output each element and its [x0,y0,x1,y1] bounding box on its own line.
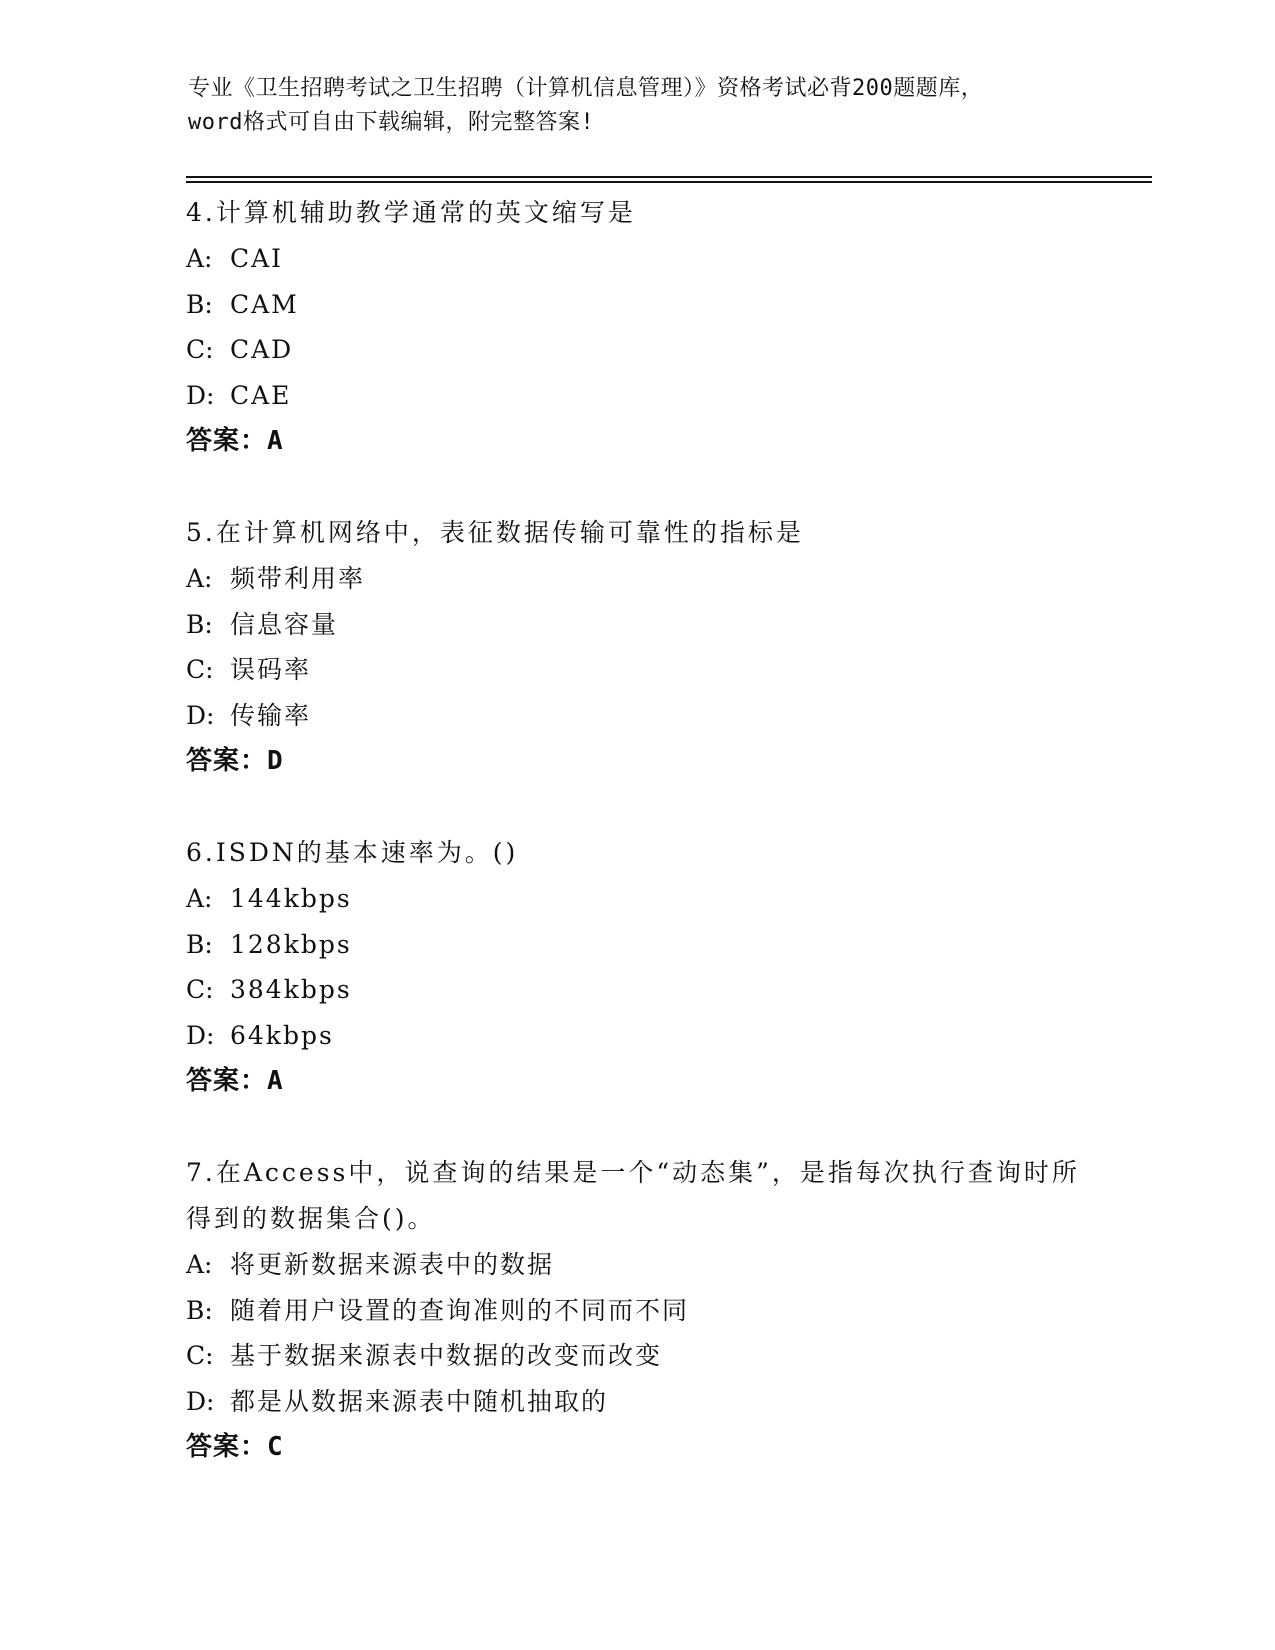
question-block [186,1150,1086,1470]
option-text: CAI [230,244,284,273]
option-text: 传输率 [230,700,312,730]
option-b [186,922,1086,968]
option-a [186,556,1086,602]
option-letter: A: [186,1250,213,1279]
option-text: 基于数据来源表中数据的改变而改变 [230,1341,663,1370]
answer-line: 答案：A [186,426,284,456]
option-c [186,647,1086,693]
option-text: 144kbps [230,884,352,913]
option-c [186,327,1086,373]
option-d [186,693,1086,739]
option-letter: B: [186,929,213,959]
question-block [186,190,1086,464]
question-list [186,190,1086,1516]
question-block [186,830,1086,1104]
option-a [186,236,1086,282]
option-text: 频带利用率 [230,564,366,593]
question-stem: 4.计算机辅助教学通常的英文缩写是 [186,198,636,227]
option-letter: D: [186,700,215,730]
option-text: 384kbps [230,975,352,1004]
question-block [186,510,1086,784]
option-text: 64kbps [230,1020,334,1050]
option-letter: D: [186,1386,215,1416]
question-stem: 6.ISDN的基本速率为。() [186,838,519,867]
option-text: 都是从数据来源表中随机抽取的 [230,1386,609,1416]
option-text: CAE [230,380,292,410]
option-letter: B: [186,289,213,319]
option-letter: C: [186,975,214,1004]
option-text: 误码率 [230,655,312,684]
option-c [186,1333,1086,1379]
option-a [186,876,1086,922]
answer-line: 答案：D [186,746,284,776]
document-header [188,72,1088,140]
option-text: 随着用户设置的查询准则的不同而不同 [230,1295,690,1325]
option-letter: A: [186,564,213,593]
question-stem: 7.在Access中，说查询的结果是一个“动态集”，是指每次执行查询时所得到的数据集合()。 [186,1158,1080,1233]
option-text: CAM [230,289,299,319]
option-letter: D: [186,380,215,410]
option-letter: A: [186,884,213,913]
answer-line: 答案：A [186,1066,284,1096]
option-d [186,373,1086,419]
answer-line: 答案：C [186,1432,284,1462]
header-line-1: 专业《卫生招聘考试之卫生招聘（计算机信息管理）》资格考试必背200题题库， [188,76,984,101]
option-text: CAD [230,335,294,364]
option-letter: C: [186,655,214,684]
option-letter: D: [186,1020,215,1050]
header-line-2: word格式可自由下载编辑，附完整答案! [188,110,595,135]
option-letter: A: [186,244,213,273]
option-letter: C: [186,1341,214,1370]
option-b [186,602,1086,648]
option-letter: B: [186,1295,213,1325]
question-stem: 5.在计算机网络中，表征数据传输可靠性的指标是 [186,518,804,547]
option-d [186,1013,1086,1059]
option-text: 将更新数据来源表中的数据 [230,1250,555,1279]
option-letter: B: [186,609,213,639]
option-b [186,282,1086,328]
option-text: 128kbps [230,929,352,959]
option-c [186,967,1086,1013]
option-letter: C: [186,335,214,364]
option-d [186,1379,1086,1425]
option-text: 信息容量 [230,609,339,639]
option-a [186,1242,1086,1288]
option-b [186,1288,1086,1334]
header-divider-bottom [186,181,1152,183]
header-divider-top [186,176,1152,178]
